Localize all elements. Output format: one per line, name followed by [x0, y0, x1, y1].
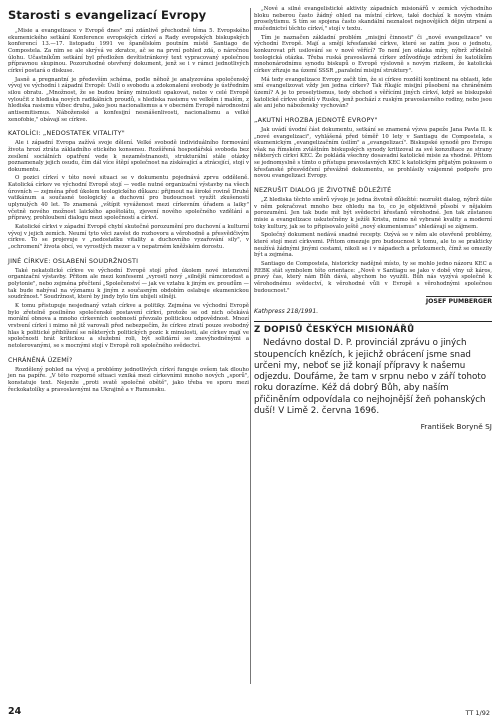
source-citation: Kathpress 218/1991.	[254, 308, 319, 316]
subheading-protected-territory: CHRÁNĚNÁ ÚZEMÍ?	[8, 355, 73, 364]
article-paragraph: Rozdělený pohled na vývoj a problémy jednotlivých církví funguje ovšem tak dlouho jen na papíře. „V této rozporné situaci vzniká mezi církevními mnoho nových „sporů", konstatuje text. Nejenže „proti svatě společné obětě", jako třeba ve sporu mezi řeckokatolíky a pravoslavnými na Ukrajině a v Rumunsku.	[8, 366, 249, 393]
article-paragraph: Jak uvádí úvodní část dokumentu, setkání se znamená výzva papeže Jana Pavla II. k „nové evangelizaci", vyhlášená před téměř 10 lety v Santiagu de Compostela, s ekumenickým „evangelizačním úsilím" a „evangelizací". Biskupské synodě pro Evropu však na římském zvláštním biskupských synody kritizoval za své konzultace ze strany některých církví KEC. Že pokládá všechny dosavadní katolické misie za vhodné. Přitom se jednomyslně s tímto o přístupu pravoslavných KEC k katolickým přijatým pokusem o křesťanské přesvědčení převážně dokumentu, se prohlásily vzájemné podpoře pro novou evangelizaci Evropy.	[254, 126, 492, 180]
article-paragraph: „Z hlediska těchto směrů vývoje je jedna životně důležité: nezrušit dialog, nýbrž dále v něm pokračovat mnoho bez ohledu na to, co je objektivně působí v nějakém porozumění. Jen tak bude mít být svědectví křesťanů věrohodné. Jen tak zůstanou misie a evangelizace uskutečněny k ježíši Kristu, mimo ně vybrané kvality a moderní toky kultury, jak se to připisovalo ještě „nový ekumenismus" shledávají se zájmem.	[254, 197, 492, 230]
subheading-acute-threat: „AKUTNÍ HROZBA JEDNOTĚ EVROPY"	[254, 115, 378, 124]
page-number: 24	[8, 706, 22, 717]
article-paragraph: O pozici církví v této nové situaci se v dokumentu pojednává zprvu odděleně. Katolická církev ve východní Evropě stojí — vedle nutné organizační výstavby na všech úrovních — zejména před úkolem teologického důkazu: přijmout na široké rovině Druhé vatikánum a současné teologický a duchovní pro budoucnost využít zkušeností uplynulých 40 let. To znamená „vštípit vyváženost mezi církevním úřadem a laiky" včetně nového možnost laického apoštolátu, zjevení nového společného vzdělání a přípravy, prohloubení dialogu mezi společností a církví.	[8, 175, 249, 222]
article-paragraph: Ale i západní Evropa zažívá svoje dělení. Velké svobodě individuálního formování života hrozí ztráta základního etického konsensu. Rozšířená hospodářská svoboda bez zesílení sociálních opatření vede k nezaměstnanosti, strukturální stále otázky poznamenaly jejich osudu, čím dál více štěpí společnost na získávající a ztrácející, stojí v dokumentu.	[8, 140, 249, 173]
article-paragraph: Společný dokument nedává snadné recepty. Ozývá se v něm ale otevřeně problémy, které stojí mezi církvemi. Přitom omezuje pro budoucnost k tomu, ale to se prakticky neužívá žádnými jinými cestami, nikoli se i v nápadech a průzkumech, čímž se omezily být a zejména.	[254, 232, 492, 259]
subheading-dialogue: NEZRUŠIT DIALOG JE ŽIVOTNĚ DŮLEŽITÉ	[254, 186, 392, 195]
issue-label: TT 1/92	[465, 709, 490, 717]
article-paragraph: Santiago de Compostela, historicky nadějné místo, ty se mohlo jedno názoru KEC a REBK stát symbolem této orientace: „Nově v Santiagu se jako v době vlny už káros, pravý čas, který nám Bůh dává, abychom ho využili. Bůh nás vyzývá společně k věrohodnému svědectví, k věrohodné vůli v Evropě s věrohodnými společnou budoucnost."	[254, 261, 492, 294]
left-column	[8, 6, 249, 395]
article-paragraph: Také nekatolické církve ve východní Evropě stojí před úkolem nové intenzivní organizační výstavby. Přitom ale mezi konfesemi „vyrostl nový „silnější rámcorodost a polytonie", nebo zejména přečtení „Společenství — jak ve vztahu k jiným ev. proudům — tak bude nabýval na významu k jiným z současným obdobím oslabuje ekumenickou soudržnost." Soudržnost, které by jindy bylo tím ubíjeli silněji.	[8, 267, 249, 301]
article-title: Starosti s evangelizací Evropy	[8, 8, 207, 22]
article-paragraph: Katolické církvi v západní Evropě chybí skutečné porozumění pro duchovní a kulturní vývoj v jejich zemích. Neumí tyto věci zavést do rozhovoru a věrohodně a přesvědčivým církve. To se projevuje v „nedostatku vitality a duchovního vyzařování sily", v „ochromení" života obcí, ve vyrostlých mezer a v nepatrném kněžském dorostu.	[8, 224, 249, 251]
article-intro: „Misie a evangelizace v Evropě dnes" zní zdánlivě přechodně téma 5. Evropského ekumenického setkání Konference evropských církví a Rady evropských biskupských konferencí 13.—17. listopadu 1991 ve španělském poutním místě Santiago de Compostela. Za nim se ale skrývá ve zkratce, ač se na první pohled zdá, o náročnou úlohu. Učastníkům setkání byl předložen devítistránkový text vypracovaný společnou přípravnou skupinou. Pozoruhodné otevřený dokument, jenž se i v rámci jednotlivých církví postará o diskuse.	[8, 28, 249, 74]
column-divider	[250, 8, 251, 684]
article-paragraph: K tomu přistupuje nesjednaný vztah církve a politiky. Zejména ve východní Evropě bylo zřetelně posilněno společenské postavení církví, protože se od nich očekává morální obnova a mnoho církevních osobností převzalo politickou odpovědnost. Mnozí vrstvení církví i mimo ně již varovali před nebezpečím, že církve ztratí pouze svobodný hlas k politické přiblížení se některých politických pozic k minulosti, ale církev mají ve společnosti hrát kritickou a služební roli, být solidární se znevýhodněnými a netolerovanými, se s mocnými stojí v Evropě roli společného svědectví.	[8, 302, 249, 349]
article-paragraph: Tím je naznačen základní problém „misijní činnosti" či „nové evangelizace" ve východní Evropě. Mají a smějí křesťanské církve, které se zatím jsou o jednotu, konkurovat při usilování se v nové věřící? To není jen otázka míry, nýbrž zřídelně teologická otázka. Třeba ruská pravoslavná církev zdůvodňuje zdržení že katolíkům mnohonárodnímu synodu biskupů o Evropě výslovně s novým rizikem, že katolická církev zřizuje na území SSSR „paralelní misijní struktury".	[254, 34, 492, 74]
author-signature: JOSEF PUMBERGER	[425, 298, 492, 306]
letters-text: Nedávno dostal D. P. provinciál zprávu o jiných stoupencích knězích, k jejichž obrácení jsme snad určeni my, neboť se již konají přípravy k našemu odjezdu. Doufáme, že tam v srpnu nebo v září tohoto roku dorazíme. Kéž dá dobrý Bůh, aby naším přičiněním odpovídala co nejhojnější žeň pohanských duší! V Limě 2. června 1696.	[254, 338, 487, 417]
right-column	[254, 6, 492, 431]
article-paragraph: „Nové a silné evangelistické aktivity západních misionářů v zemích východního bloku neberou často žádný ohled na místní církve, také dochází k novým vlnám proselytismu. S tím se spojena často skandální neznalost nejnovějších dějin utrpení a mučednictví těchto církví," stojí v textu.	[254, 6, 492, 32]
article-paragraph: Má tedy evangelizace Evropy začít tím, že si církve rozdělí kontinent na oblasti, kde smí evangelizovat vždy jen jedna církev? Tak říkajíc misijní působení na chráněném území? A je to proselytismus, tedy obchod s věřícími jiných církví, když se biskupské katolické církve obrátí v Rusku, jenž pochází z ruským pravoslavného rodiny, nebo jsou ale ani jeho náboženský vychován?	[254, 76, 492, 110]
letters-signature: František Boryně SJ	[420, 422, 492, 432]
subheading-catholics: KATOLÍCI: „NEDOSTATEK VITALITY"	[8, 129, 125, 138]
signature-row	[254, 296, 492, 305]
subheading-other-churches: JINÉ CÍRKVE: OSLABENÍ SOUDRŽNOSTI	[8, 256, 139, 265]
letters-title: Z DOPISŮ ČESKÝCH MISIONÁŘŮ	[254, 325, 415, 336]
section-rule	[254, 321, 492, 322]
article-paragraph: Jasně a pregnantní je především schéma, podle něhož je analyzována společenský vývoj ve východní i západní Evropě: Úsilí o svobodu a zdokonalení svobody je ústředním silou obratu. „Množnost, že se budou brány minulosti opakovat, nelze v celé Evropě vyloučit z hlediska nových radikálních proudů, s hlediska rasismu ve velkém i malém, z hlediska rasismu vůbec druhu, jako jsou nacionalismus a v obecném Evropě národnostní antisemitismus. Náboženské a konfesijní nesnášenlivosti, nacionalismu a velké xenofobie," obávají se církve.	[8, 76, 249, 123]
